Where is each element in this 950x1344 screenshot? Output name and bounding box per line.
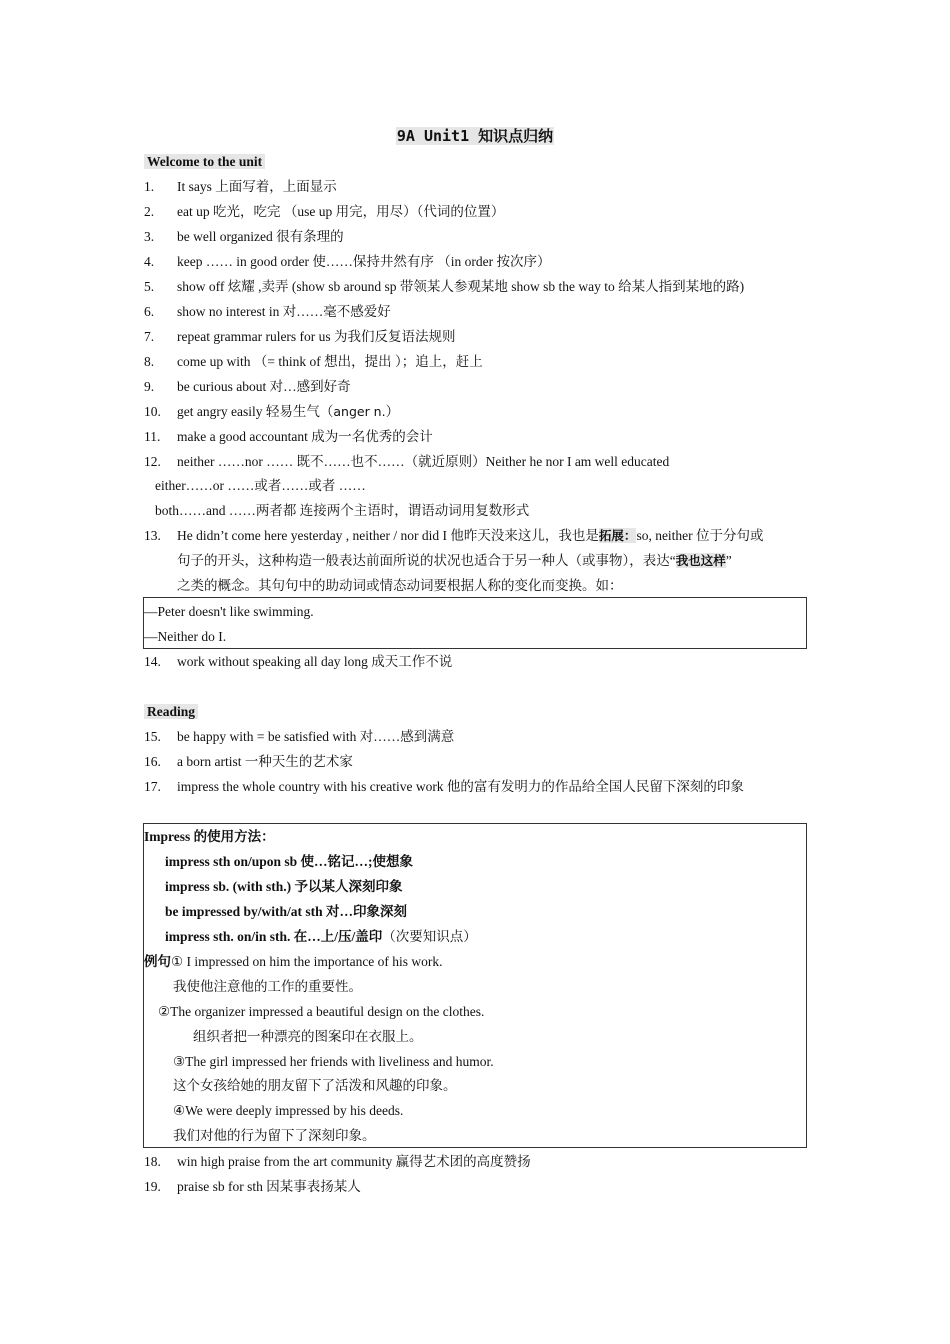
list-item: [144, 652, 809, 677]
example-line: —Peter doesn't like swimming.: [144, 604, 314, 619]
example-line: 我们对他的行为留下了深刻印象。: [173, 1128, 376, 1143]
item-text: impress the whole country with his creative work 他的富有发明力的作品给全国人民留下深刻的印象: [177, 779, 744, 794]
item-text: be well organized 很有条理的: [177, 229, 344, 244]
list-item: [144, 352, 809, 377]
example-line: 这个女孩给她的朋友留下了活泼和风趣的印象。: [173, 1078, 457, 1093]
item-number: 16.: [144, 754, 161, 769]
example-line: 我使他注意他的工作的重要性。: [173, 979, 362, 994]
item-number: 4.: [144, 254, 155, 269]
item-number: 7.: [144, 329, 155, 344]
item-text: work without speaking all day long 成天工作不说: [177, 654, 453, 669]
list-item: [144, 777, 809, 802]
item-number: 8.: [144, 354, 155, 369]
item-text-after: ）: [385, 404, 400, 419]
item-sub-line: either……or ……或者……或者 ……: [155, 478, 366, 493]
list-item: [144, 202, 809, 227]
list-item: [144, 1177, 809, 1202]
list-item: [144, 252, 809, 277]
highlight-text: 我也这样: [675, 553, 726, 568]
impress-usage-box: [143, 823, 807, 1148]
usage-line-bold: impress sth. on/in sth. 在…上/压/盖印: [165, 929, 383, 944]
item-number: 15.: [144, 729, 161, 744]
item-number: 19.: [144, 1179, 161, 1194]
item-text: He didn’t come here yesterday , neither / nor did I 他昨天没来这儿，我也是: [177, 528, 599, 543]
list-item: [144, 1152, 809, 1177]
usage-line: [165, 927, 477, 947]
item-text: eat up 吃光，吃完 （use up 用完，用尽）（代词的位置）: [177, 204, 505, 219]
item-text: win high praise from the art community 赢得艺术团的高度赞扬: [177, 1154, 531, 1169]
list-item: [144, 377, 809, 402]
item-number: 10.: [144, 404, 161, 419]
highlight-text: 拓展：: [598, 528, 637, 543]
list-item: [144, 402, 809, 427]
item-text: keep …… in good order 使……保持井然有序 （in order 按次序）: [177, 254, 551, 269]
usage-line-note: （次要知识点）: [382, 929, 477, 944]
item-number: 3.: [144, 229, 155, 244]
item-text: neither ……nor …… 既不……也不……（就近原则）Neither he nor I am well educated: [177, 454, 670, 469]
example-line: ④We were deeply impressed by his deeds.: [173, 1103, 404, 1118]
list-item: [144, 302, 809, 327]
usage-box-heading: Impress 的使用方法：: [144, 829, 275, 844]
list-item: [144, 752, 809, 777]
item-number: 18.: [144, 1154, 161, 1169]
item-number: 5.: [144, 279, 155, 294]
item-text: a born artist 一种天生的艺术家: [177, 754, 353, 769]
list-item: [144, 227, 809, 252]
usage-line: impress sb. (with sth.) 予以某人深刻印象: [165, 879, 403, 894]
section-heading-reading-text: Reading: [144, 704, 198, 719]
document-title-text: 9A Unit1 知识点归纳: [396, 127, 554, 145]
item-number: 17.: [144, 779, 161, 794]
item-text-extra: anger n.: [333, 404, 386, 419]
example-text: ① I impressed on him the importance of his work.: [171, 954, 443, 969]
section-heading-reading: [144, 702, 198, 722]
item-number: 14.: [144, 654, 161, 669]
item-text-cont: so, neither 位于分句或: [636, 528, 764, 543]
example-line: ②The organizer impressed a beautiful design on the clothes.: [158, 1004, 485, 1019]
list-item: [144, 452, 809, 477]
usage-line: impress sth on/upon sb 使…铭记…;使想象: [165, 854, 414, 869]
item-number: 2.: [144, 204, 155, 219]
item-continuation: [177, 551, 809, 571]
item-text: praise sb for sth 因某事表扬某人: [177, 1179, 361, 1194]
item-number: 1.: [144, 179, 155, 194]
list-item: [144, 727, 809, 752]
item-text: get angry easily 轻易生气（: [177, 404, 334, 419]
item-text: be happy with = be satisfied with 对……感到满意: [177, 729, 455, 744]
list-item: [144, 427, 809, 452]
section-heading-welcome: [144, 152, 265, 172]
example-line: 组织者把一种漂亮的图案印在衣服上。: [193, 1029, 423, 1044]
item-number: 11.: [144, 429, 161, 444]
item-number: 12.: [144, 454, 161, 469]
item-number: 6.: [144, 304, 155, 319]
item-text: show off 炫耀 ,卖弄 (show sb around sp 带领某人参观某地 show sb the way to 给某人指到某地的路): [177, 279, 745, 294]
item-sub-line: both……and ……两者都 连接两个主语时，谓语动词用复数形式: [155, 503, 530, 518]
list-item: [144, 526, 809, 551]
list-item: [144, 177, 809, 202]
item-text: show no interest in 对……毫不感爱好: [177, 304, 391, 319]
item-text: 句子的开头，这种构造一般表达前面所说的状况也适合于另一种人（或事物），表达“: [177, 553, 676, 568]
item-text: come up with （= think of 想出，提出 ）；追上，赶上: [177, 354, 483, 369]
item-text: make a good accountant 成为一名优秀的会计: [177, 429, 433, 444]
document-title: [0, 126, 950, 146]
example-box: [143, 597, 807, 649]
item-text: be curious about 对…感到好奇: [177, 379, 351, 394]
example-label: 例句: [144, 954, 171, 969]
item-number: 9.: [144, 379, 155, 394]
item-text: It says 上面写着，上面显示: [177, 179, 337, 194]
section-heading-welcome-text: Welcome to the unit: [144, 154, 265, 169]
list-item: [144, 327, 809, 352]
item-text: repeat grammar rulers for us 为我们反复语法规则: [177, 329, 456, 344]
list-item: [144, 277, 809, 302]
item-continuation: 之类的概念。其句句中的助动词或情态动词要根据人称的变化而变换。如：: [177, 578, 623, 593]
example-line: ③The girl impressed her friends with liveliness and humor.: [173, 1054, 494, 1069]
example-line: [144, 952, 443, 972]
item-number: 13.: [144, 528, 161, 543]
usage-line: be impressed by/with/at sth 对…印象深刻: [165, 904, 408, 919]
item-text-cont: ”: [725, 553, 732, 568]
example-line: —Neither do I.: [144, 629, 227, 644]
